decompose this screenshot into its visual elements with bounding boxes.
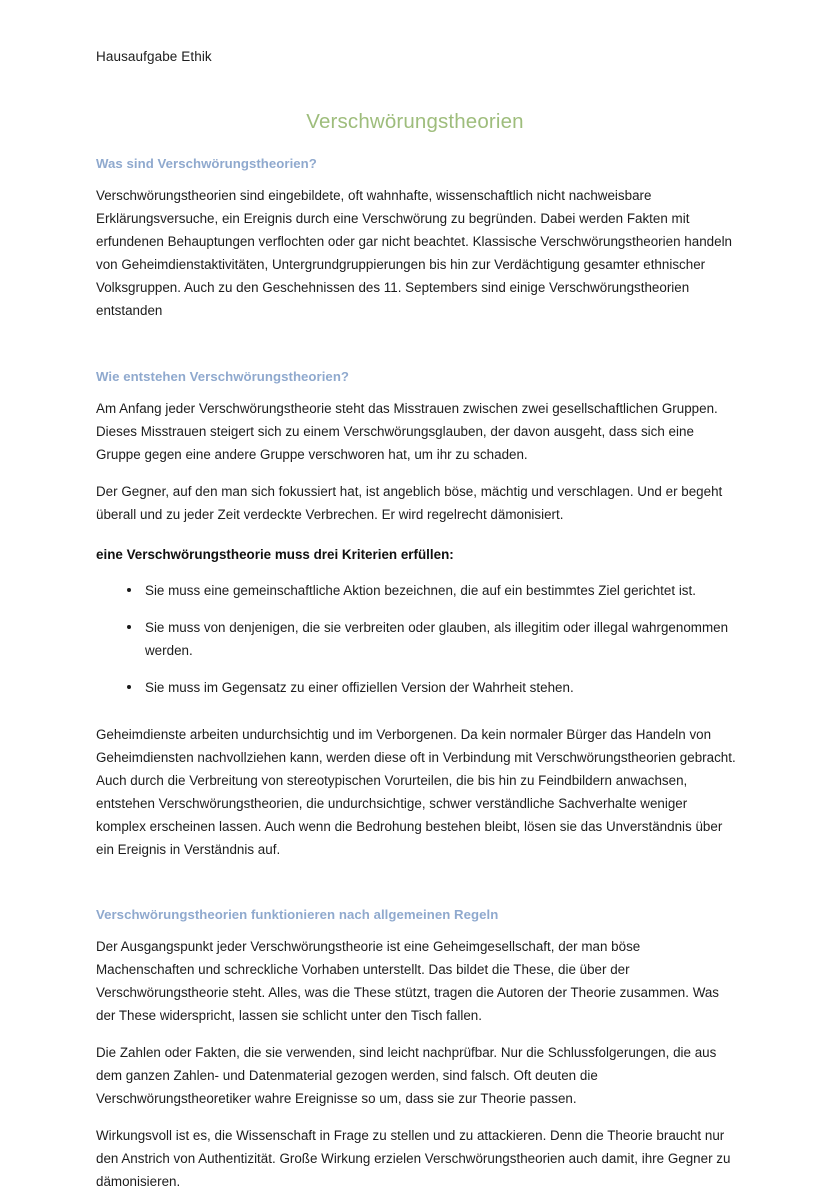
paragraph: Wirkungsvoll ist es, die Wissenschaft in Frage zu stellen und zu attackieren. Denn die Theorie braucht nur den Anstrich von Authentizität. Große Wirkung erzielen Verschwörungstheorien auch damit, ihre Gegner zu dämonisieren. [96,1128,731,1190]
paragraph: Verschwörungstheorien sind eingebildete, oft wahnhafte, wissenschaftlich nicht nachweisbare Erklärungsversuche, ein Ereignis durch eine Verschwörung zu begründen. Dabei werden Fakten mit erfundenen Behauptungen verflochten oder gar nicht beachtet. Klassische Verschwörungstheorien handeln von Geheimdienstaktivitäten, Untergrundgruppierungen bis hin zur Verdächtigung gesamter ethnischer Volksgruppen. Auch zu den Geschehnissen des 11. Septembers sind einige Verschwörungstheorien entstanden [96,188,733,319]
section-allgemeine-regeln [96,907,736,1193]
paragraph: Der Gegner, auf den man sich fokussiert hat, ist angeblich böse, mächtig und verschlagen. Und er begeht überall und zu jeder Zeit verdeckte Verbrechen. Er wird regelrecht dämonisiert. [96,483,723,522]
bullet-dot-icon [127,588,131,592]
paragraph: Der Ausgangspunkt jeder Verschwörungstheorie ist eine Geheimgesellschaft, der man böse Machenschaften und schreckliche Vorhaben unterstellt. Das bildet die These, die über der Verschwörungstheorie steht. Alles, was die These stützt, tragen die Autoren der Theorie zusammen. Was der These widerspricht, lassen sie schlicht unter den Tisch fallen. [96,938,720,1024]
list-item [96,676,736,699]
list-item [96,616,736,662]
document-header-note: Hausaufgabe Ethik [96,49,212,64]
bullet-dot-icon [127,625,131,629]
paragraph: Die Zahlen oder Fakten, die sie verwenden, sind leicht nachprüfbar. Nur die Schlussfolgerungen, die aus dem ganzen Zahlen- und Datenmaterial gezogen werden, sind falsch. Oft deuten die Verschwörungstheoretiker wahre Ereignisse so um, dass sie zur Theorie passen. [96,1045,717,1107]
section-wie-entstehen [96,369,736,861]
list-item [96,579,736,602]
bullet-dot-icon [127,685,131,689]
paragraph: Geheimdienste arbeiten undurchsichtig und im Verborgenen. Da kein normaler Bürger das Handeln von Geheimdiensten nachvollziehen kann, werden diese oft in Verbindung mit Verschwörungstheorien gebracht. Auch durch die Verbreitung von stereotypischen Vorurteilen, die bis hin zu Feindbildern anwachsen, entstehen Verschwörungstheorien, die undurchsichtige, schwer verständliche Sachverhalte weniger komplex erscheinen lassen. Auch wenn die Bedrohung bestehen bleibt, lösen sie das Unverständnis über ein Ereignis in Verständnis auf. [96,726,736,857]
criteria-lead-in: eine Verschwörungstheorie muss drei Kriterien erfüllen: [96,546,454,562]
list-item-label: Sie muss von denjenigen, die sie verbreiten oder glauben, als illegitim oder illegal wahrgenommen werden. [145,619,729,658]
list-item-label: Sie muss eine gemeinschaftliche Aktion bezeichnen, die auf ein bestimmtes Ziel gerichtet ist. [145,582,696,598]
section-heading-wie-entstehen: Wie entstehen Verschwörungstheorien? [96,368,350,384]
criteria-list [96,579,736,699]
section-was-sind [96,156,736,322]
list-item-label: Sie muss im Gegensatz zu einer offiziellen Version der Wahrheit stehen. [145,679,574,695]
section-heading-allgemeine-regeln: Verschwörungstheorien funktionieren nach allgemeinen Regeln [96,906,499,922]
page-title: Verschwörungstheorien [306,110,524,134]
spacer [96,713,736,723]
paragraph: Am Anfang jeder Verschwörungstheorie steht das Misstrauen zwischen zwei gesellschaftlichen Gruppen. Dieses Misstrauen steigert sich zu einem Verschwörungsglauben, der davon ausgeht, dass sich eine Gruppe gegen eine andere Gruppe verschworen hat, um ihr zu schaden. [96,400,718,462]
section-heading-was-sind: Was sind Verschwörungstheorien? [96,156,317,172]
